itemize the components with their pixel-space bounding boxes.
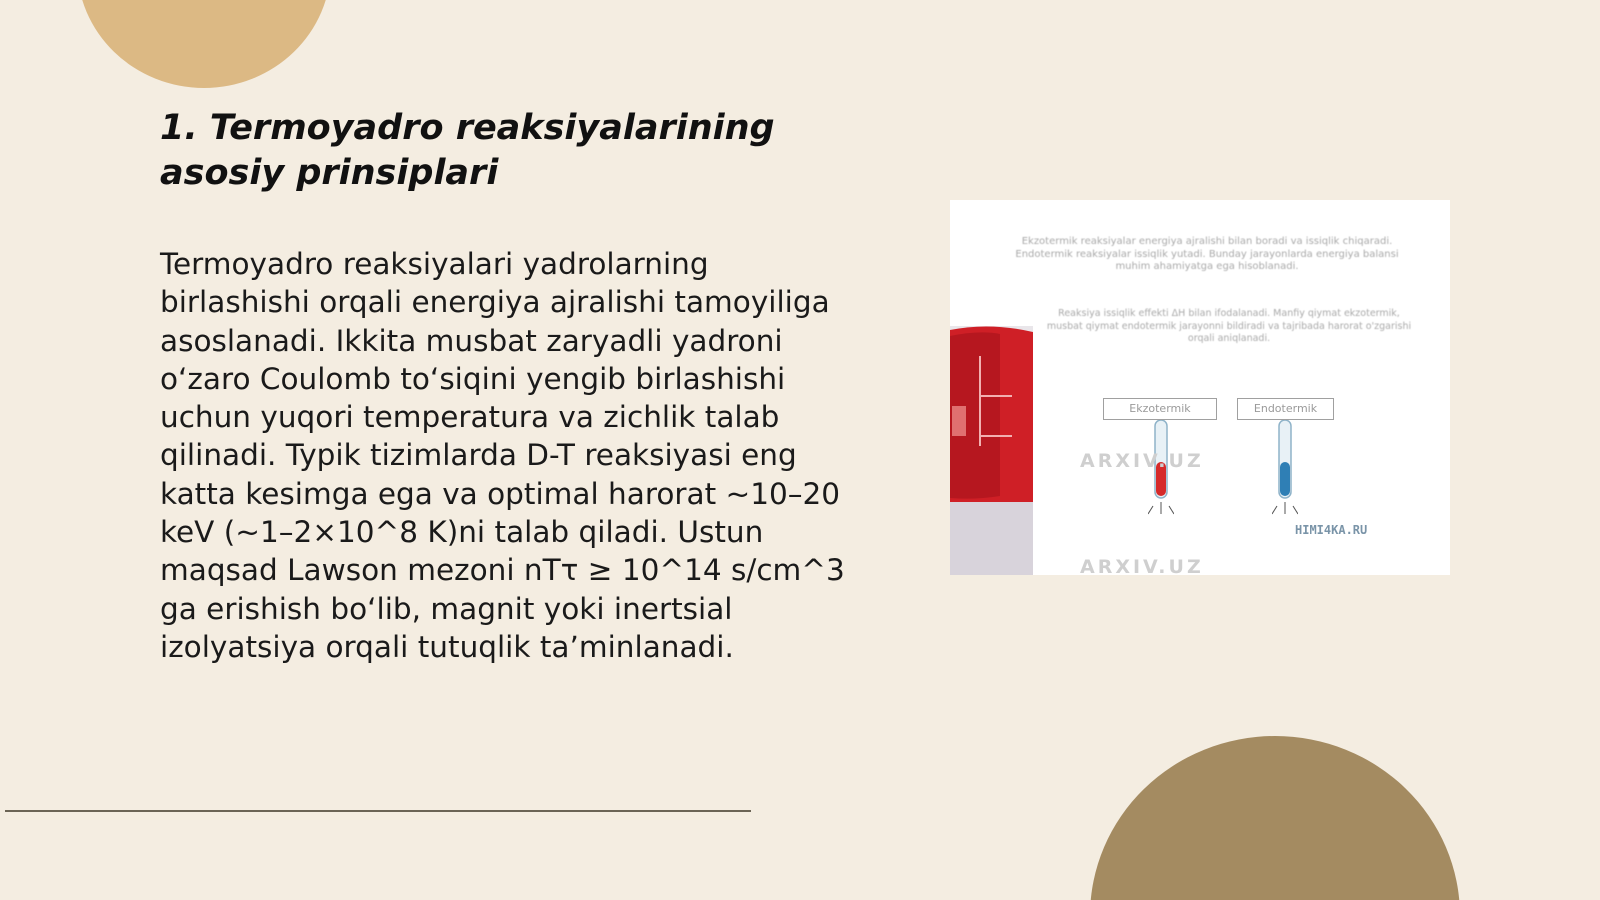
- slide-body-text: Termoyadro reaksiyalari yadrolarning birlashishi orqali energiya ajralishi tamoyiliga asoslanadi. Ikkita musbat zaryadli yadroni o‘zaro Coulomb to‘siqini yengib birlashishi uchun yuqori temperatura va zichlik talab qilinadi. Typik tizimlarda D-T reaksiyasi eng katta kesimga ega va optimal harorat ~10–20 keV (~1–2×10^8 K)ni talab qiladi. Ustun maqsad Lawson mezoni nTτ ≥ 10^14 s/cm^3 ga erishish bo‘lib, magnit yoki inertsial izolyatsiya orqali tutuqlik ta’minlanadi.: [160, 247, 845, 664]
- blue-test-tube-icon: [1272, 420, 1298, 540]
- watermark-2: ARXIV.UZ: [1080, 556, 1204, 575]
- red-test-tube-icon: [1148, 420, 1174, 540]
- tube-label-exothermic: Ekzotermik: [1103, 398, 1217, 420]
- reaction-illustration: [950, 200, 1450, 575]
- watermark-1: ARXIV.UZ: [1080, 450, 1204, 472]
- divider-line: [5, 810, 751, 812]
- site-watermark: HIMI4KA.RU: [1295, 523, 1368, 537]
- illustration-blurred-text-2: Reaksiya issiqlik effekti ΔH bilan ifodalanadi. Manfiy qiymat ekzotermik, musbat qiymat endotermik jarayonni bildiradi va tajribada harorat o'zgarishi orqali aniqlanadi.: [1046, 308, 1412, 344]
- illustration-blurred-text-1: Ekzotermik reaksiyalar energiya ajralishi bilan boradi va issiqlik chiqaradi. Endotermik reaksiyalar issiqlik yutadi. Bunday jarayonlarda energiya balansi muhim ahamiyatga ega hisoblanadi.: [1015, 236, 1399, 272]
- slide-title: 1. Termoyadro reaksiyalarining asosiy prinsiplari: [160, 108, 775, 193]
- red-beaker-image: [950, 326, 1033, 575]
- decorative-circle-bottom: [1090, 736, 1460, 900]
- decorative-circle-top: [77, 0, 331, 88]
- tube-label-endothermic: Endotermik: [1237, 398, 1334, 420]
